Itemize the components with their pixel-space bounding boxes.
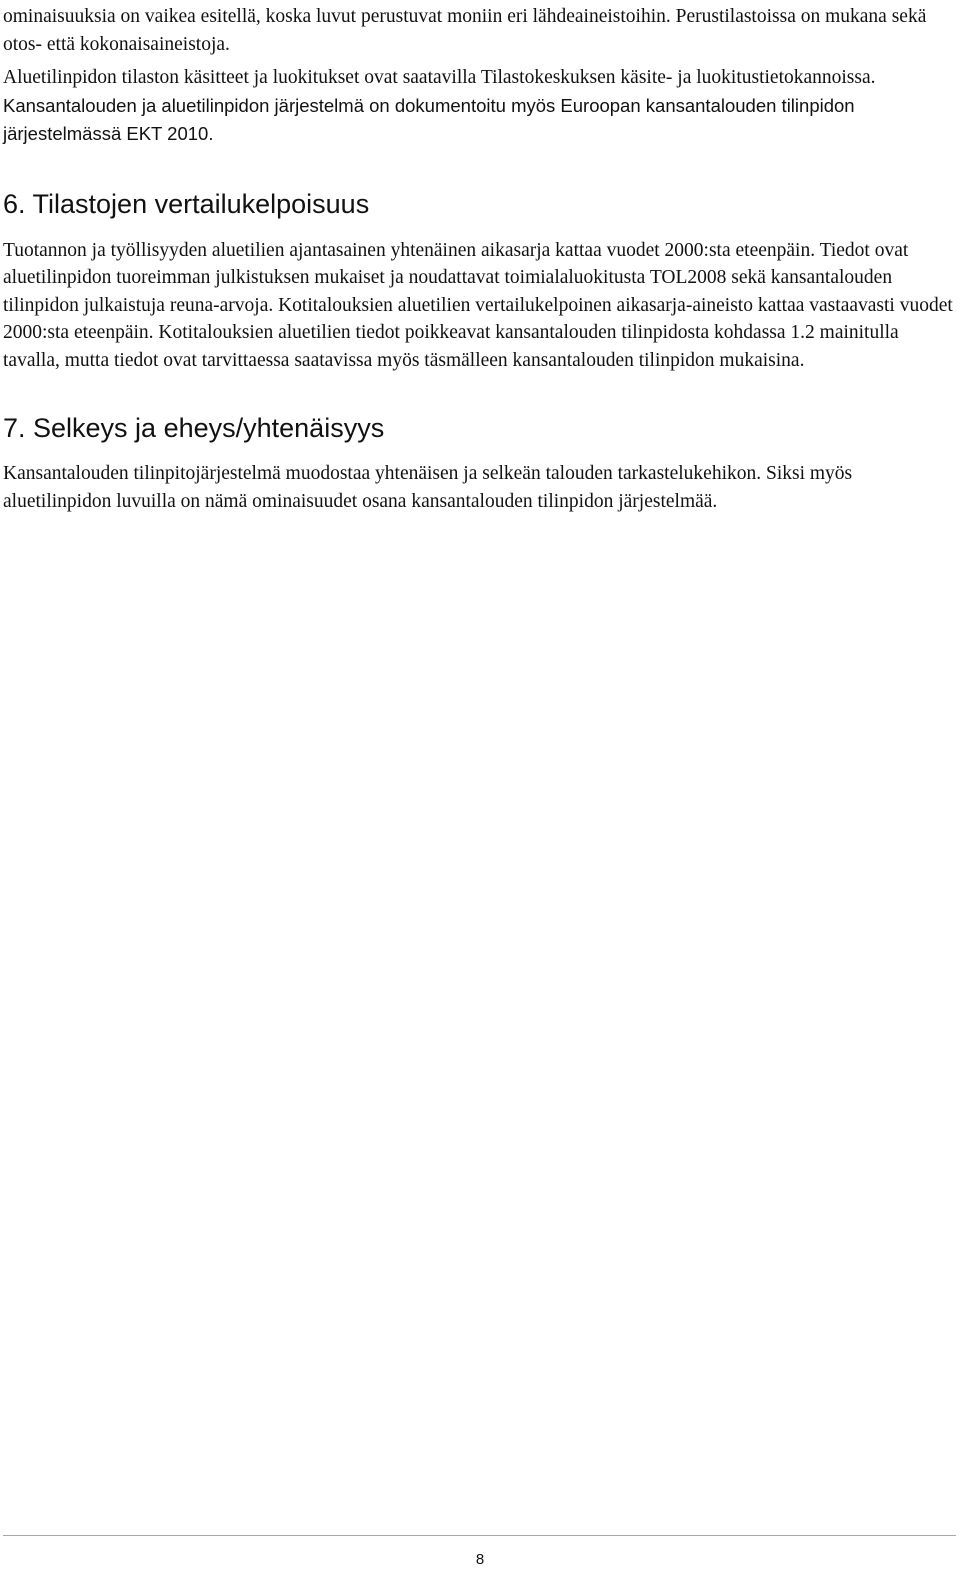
section-6-heading: 6. Tilastojen vertailukelpoisuus <box>3 188 370 219</box>
section-7-heading: 7. Selkeys ja eheys/yhtenäisyys <box>3 413 385 443</box>
footer-divider <box>3 1535 956 1536</box>
concepts-text: Aluetilinpidon tilaston käsitteet ja luokitukset ovat saatavilla Tilastokeskuksen käsite- ja luokitustietokannoissa. <box>3 67 876 88</box>
section-7-body: Kansantalouden tilinpitojärjestelmä muodostaa yhtenäisen ja selkeän talouden tarkastelukehikon. Siksi myös aluetilinpidon luvuilla on nämä ominaisuudet osana kansantalouden tilinpidon järjestelmää. <box>3 463 853 512</box>
page-content <box>3 0 953 515</box>
page-number: 8 <box>475 1551 485 1568</box>
section-6-body: Tuotannon ja työllisyyden aluetilien ajantasainen yhtenäinen aikasarja kattaa vuodet 2000:sta eteenpäin. Tiedot ovat aluetilinpidon tuoreimman julkistuksen mukaiset ja noudattavat toimialaluokitusta TOL2008 sekä kansantalouden tilinpidon julkaistuja reuna-arvoja. Kotitalouksien aluetilien vertailukelpoinen aikasarja-aineisto kattaa vastaavasti vuodet 2000:sta eteenpäin. Kotitalouksien aluetilien tiedot poikkeavat kansantalouden tilinpidosta kohdassa 1.2 mainitulla tavalla, mutta tiedot ovat tarvittaessa saatavissa myös täsmälleen kansantalouden tilinpidon mukaisina. <box>3 239 953 371</box>
concepts-paragraph <box>3 64 953 149</box>
intro-paragraph: ominaisuuksia on vaikea esitellä, koska luvut perustuvat moniin eri lähdeaineistoihin. Perustilastoissa on mukana sekä otos- että kokonaisaineistoja. <box>3 6 927 55</box>
ekt-reference-text: Kansantalouden ja aluetilinpidon järjestelmä on dokumentoitu myös Euroopan kansantalouden tilinpidon järjestelmässä EKT 2010. <box>3 94 855 144</box>
